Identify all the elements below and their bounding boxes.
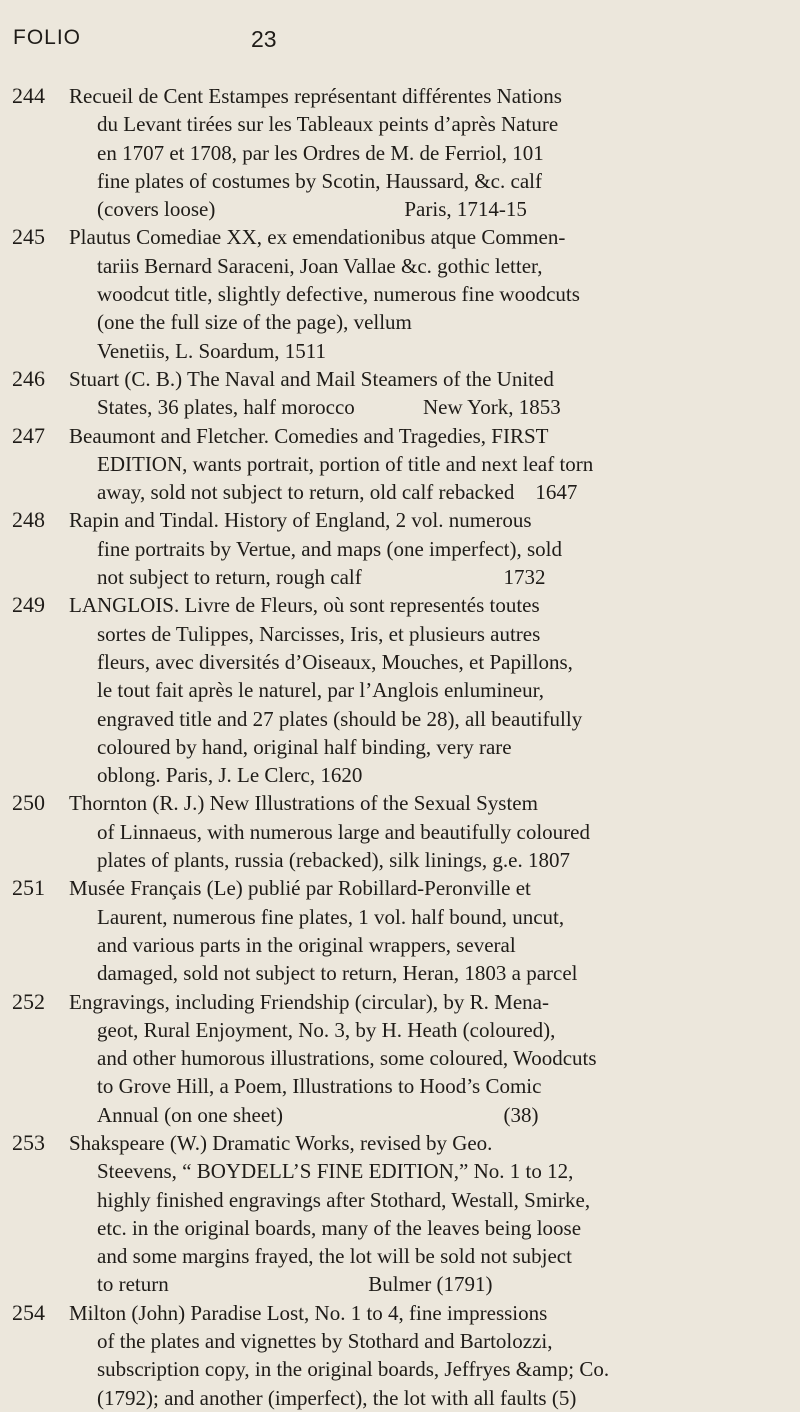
lot-description-line: LANGLOIS. Livre de Fleurs, où sont representés toutes [69, 593, 540, 618]
lot-description-line: engraved title and 27 plates (should be 28), all beautifully [97, 706, 583, 731]
lot-number: 247 [12, 422, 45, 448]
lot-description-line: etc. in the original boards, many of the leaves being loose [97, 1215, 582, 1240]
lot-number: 248 [12, 507, 45, 533]
lot-entry [12, 874, 790, 987]
lot-description-line: du Levant tirées sur les Tableaux peints d’après Nature [97, 112, 559, 137]
lot-description-line: States, 36 plates, half morocco New York, 1853 [97, 395, 561, 420]
lot-description-line: (covers loose) Paris, 1714-15 [97, 197, 527, 222]
lot-description-line: and other humorous illustrations, some coloured, Woodcuts [97, 1046, 597, 1071]
lot-description-line: coloured by hand, original half binding, very rare [97, 734, 512, 759]
lot-description-line: Shakspeare (W.) Dramatic Works, revised by Geo. [69, 1130, 493, 1155]
lot-description-line: Musée Français (Le) publié par Robillard-Peronville et [69, 876, 531, 901]
lot-description-line: Beaumont and Fletcher. Comedies and Tragedies, FIRST [69, 423, 549, 448]
lot-entry [12, 506, 790, 591]
lot-entry [12, 988, 790, 1129]
lot-description-line: oblong. Paris, J. Le Clerc, 1620 [97, 763, 363, 788]
lot-number: 246 [12, 365, 45, 391]
lot-entry [12, 591, 790, 789]
lot-description-line: Thornton (R. J.) New Illustrations of the Sexual System [69, 791, 538, 816]
lot-description-line: en 1707 et 1708, par les Ordres de M. de Ferriol, 101 [97, 140, 544, 165]
lot-description-line: Laurent, numerous fine plates, 1 vol. half bound, uncut, [97, 904, 565, 929]
lot-description-line: le tout fait après le naturel, par l’Anglois enlumineur, [97, 678, 545, 703]
lot-entry [12, 789, 790, 874]
lot-description-line: geot, Rural Enjoyment, No. 3, by H. Heath (coloured), [97, 1017, 556, 1042]
lot-description-line: and some margins frayed, the lot will be sold not subject [97, 1244, 572, 1269]
lot-number: 249 [12, 592, 45, 618]
page-number: 23 [251, 26, 277, 52]
lot-description-line: Venetiis, L. Soardum, 1511 [97, 338, 327, 363]
lot-description-line: and various parts in the original wrappers, several [97, 932, 516, 957]
lot-description-line: woodcut title, slightly defective, numerous fine woodcuts [97, 282, 580, 307]
lot-description-line: of Linnaeus, with numerous large and beautifully coloured [97, 819, 590, 844]
lot-description-line: Recueil de Cent Estampes représentant différentes Nations [69, 84, 562, 108]
lot-description-line: of the plates and vignettes by Stothard and Bartolozzi, [97, 1329, 553, 1354]
lot-number: 254 [12, 1299, 45, 1325]
lot-description-line: to return Bulmer (1791) [97, 1272, 493, 1297]
lot-description-line: Steevens, “ BOYDELL’S FINE EDITION,” No. 1 to 12, [97, 1159, 574, 1184]
running-head: FOLIO [13, 26, 82, 49]
lot-number: 244 [12, 83, 45, 108]
lot-description-line: EDITION, wants portrait, portion of title and next leaf torn [97, 451, 594, 476]
lot-list [12, 82, 790, 1412]
lot-description-line: fine portraits by Vertue, and maps (one imperfect), sold [97, 536, 562, 561]
page-header [13, 26, 800, 66]
lot-number: 251 [12, 875, 45, 901]
lot-description-line: tariis Bernard Saraceni, Joan Vallae &c. gothic letter, [97, 253, 543, 278]
lot-description-line: subscription copy, in the original boards, Jeffryes &amp; Co. [97, 1357, 610, 1382]
lot-number: 253 [12, 1129, 45, 1155]
lot-description-line: (one the full size of the page), vellum [97, 310, 412, 335]
lot-description-line: Plautus Comediae XX, ex emendationibus atque Commen- [69, 225, 566, 250]
lot-entry [12, 82, 790, 223]
lot-description-line: fleurs, avec diversités d’Oiseaux, Mouches, et Papillons, [97, 649, 573, 674]
lot-description-line: (1792); and another (imperfect), the lot with all faults (5) [97, 1385, 577, 1410]
lot-number: 250 [12, 790, 45, 816]
lot-description-line: to Grove Hill, a Poem, Illustrations to Hood’s Comic [97, 1074, 542, 1099]
lot-entry [12, 1129, 790, 1299]
lot-description-line: Rapin and Tindal. History of England, 2 vol. numerous [69, 508, 532, 533]
lot-entry [12, 1299, 790, 1412]
lot-number: 252 [12, 988, 45, 1014]
lot-description-line: plates of plants, russia (rebacked), silk linings, g.e. 1807 [97, 848, 570, 873]
lot-description-line: damaged, sold not subject to return, Heran, 1803 a parcel [97, 961, 578, 986]
lot-description-line: Milton (John) Paradise Lost, No. 1 to 4, fine impressions [69, 1300, 548, 1325]
lot-description-line: sortes de Tulippes, Narcisses, Iris, et plusieurs autres [97, 621, 541, 646]
lot-entry [12, 365, 790, 422]
lot-description-line: away, sold not subject to return, old calf rebacked 1647 [97, 480, 578, 505]
lot-description-line: Engravings, including Friendship (circular), by R. Mena- [69, 989, 549, 1014]
lot-description-line: Stuart (C. B.) The Naval and Mail Steamers of the United [69, 366, 554, 391]
lot-description-line: Annual (on one sheet) (38) [97, 1102, 539, 1127]
lot-entry [12, 223, 790, 364]
lot-number: 245 [12, 224, 45, 250]
lot-description-line: not subject to return, rough calf 1732 [97, 565, 546, 590]
lot-entry [12, 422, 790, 507]
lot-description-line: highly finished engravings after Stothard, Westall, Smirke, [97, 1187, 591, 1212]
lot-description-line: fine plates of costumes by Scotin, Haussard, &c. calf [97, 168, 542, 193]
